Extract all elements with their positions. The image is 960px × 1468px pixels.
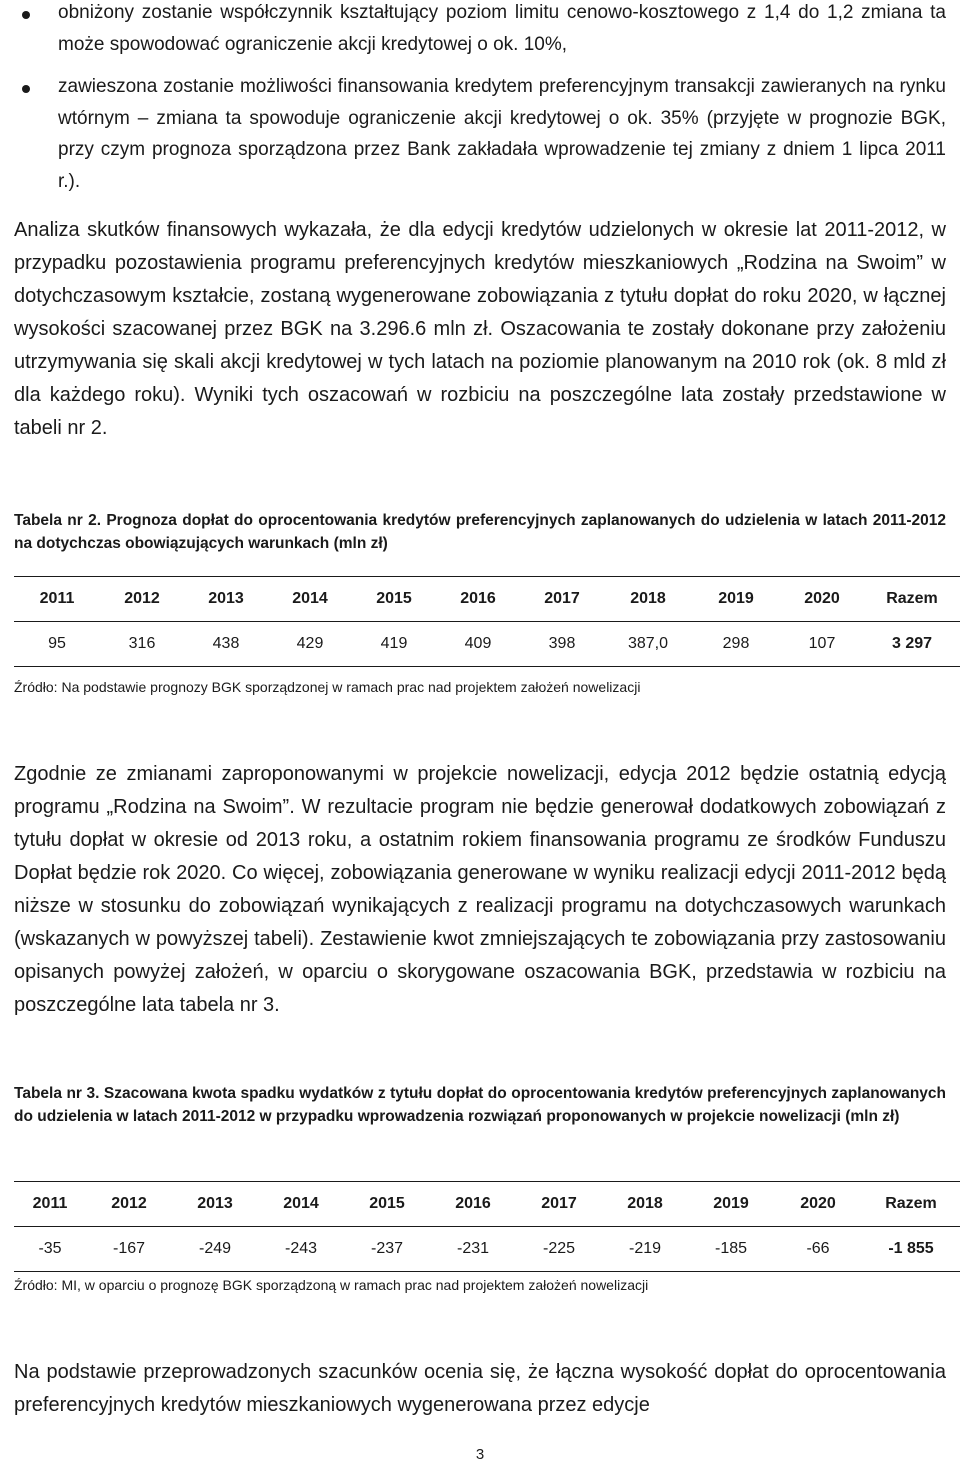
header-cell: 2018 xyxy=(604,577,692,622)
paragraph: Zgodnie ze zmianami zaproponowanymi w projekcie nowelizacji, edycja 2012 będzie ostatnią edycją programu „Rodzina na Swoim”. W rezultacie program nie będzie generował dodatkowych zobowiązań z tytułu dopłat w okresie od 2013 roku, a ostatnim rokiem finansowania programu ze środków Funduszu Dopłat będzie rok 2020. Co więcej, zobowiązania generowane w wyniku realizacji edycji 2011-2012 będą niższe w stosunku do zobowiązań wynikających z realizacji programu na dotychczasowych warunkach (wskazanych w powyższej tabeli). Zestawienie kwot zmniejszających te zobowiązania przy zastosowaniu opisanych powyżej założeń, w oparciu o skorygowane oszacowania BGK, przedstawia w rozbiciu na poszczególne lata tabela nr 3. xyxy=(14,763,946,1016)
value-cell: -243 xyxy=(258,1227,344,1272)
total-cell: 3 297 xyxy=(864,622,960,667)
value-cell: -219 xyxy=(602,1227,688,1272)
value-cell: 398 xyxy=(520,622,604,667)
value-cell: -231 xyxy=(430,1227,516,1272)
value-cell: 429 xyxy=(268,622,352,667)
table-source: Źródło: MI, w oparciu o prognozę BGK sporządzoną w ramach prac nad projektem założeń nowelizacji xyxy=(14,1277,649,1293)
value-cell: -35 xyxy=(14,1227,86,1272)
header-cell: 2013 xyxy=(184,577,268,622)
value-cell: -66 xyxy=(774,1227,862,1272)
value-cell: 387,0 xyxy=(604,622,692,667)
value-cell: 438 xyxy=(184,622,268,667)
value-cell: 298 xyxy=(692,622,780,667)
bullet-item: zawieszona zostanie możliwości finansowania kredytem preferencyjnym transakcji zawieranych na rynku wtórnym – zmiana ta spowoduje ograniczenie akcji kredytowej o ok. 35% (przyjęte w prognozie BGK, przy czym prognoza sporządzona przez Bank zakładała wprowadzenie tej zmiany z dniem 1 lipca 2011 r.). xyxy=(58,76,946,192)
table-source: Źródło: Na podstawie prognozy BGK sporządzonej w ramach prac nad projektem założeń nowelizacji xyxy=(14,679,641,695)
table-row xyxy=(14,1227,960,1272)
header-cell: 2012 xyxy=(86,1182,172,1227)
header-cell: 2016 xyxy=(436,577,520,622)
paragraph: Analiza skutków finansowych wykazała, że dla edycji kredytów udzielonych w okresie lat 2011-2012, w przypadku pozostawienia programu preferencyjnych kredytów mieszkaniowych „Rodzina na Swoim” w dotychczasowym kształcie, zostaną wygenerowane zobowiązania z tytułu dopłat do roku 2020, w łącznej wysokości szacowanej przez BGK na 3.296.6 mln zł. Oszacowania te zostały dokonane przy założeniu utrzymywania się skali akcji kredytowej w tych latach na poziomie planowanym na 2010 rok (ok. 8 mld zł dla każdego roku). Wyniki tych oszacowań w rozbiciu na poszczególne lata zostały przedstawione w tabeli nr 2. xyxy=(14,219,946,439)
table-header-row xyxy=(14,1182,960,1227)
header-cell: Razem xyxy=(862,1182,960,1227)
value-cell: 419 xyxy=(352,622,436,667)
header-cell: 2017 xyxy=(516,1182,602,1227)
header-cell: 2012 xyxy=(100,577,184,622)
header-cell: 2015 xyxy=(352,577,436,622)
bullet-marker xyxy=(22,11,30,19)
header-cell: 2020 xyxy=(780,577,864,622)
bullet-item: obniżony zostanie współczynnik kształtujący poziom limitu cenowo-kosztowego z 1,4 do 1,2 zmiana ta może spowodować ograniczenie akcji kredytowej o ok. 10%, xyxy=(58,2,946,55)
table-caption: Tabela nr 2. Prognoza dopłat do oprocentowania kredytów preferencyjnych zaplanowanych do udzielenia w latach 2011-2012 na dotychczas obowiązujących warunkach (mln zł) xyxy=(14,512,946,552)
table-caption: Tabela nr 3. Szacowana kwota spadku wydatków z tytułu dopłat do oprocentowania kredytów preferencyjnych zaplanowanych do udzielenia w latach 2011-2012 w przypadku wprowadzenia rozwiązań proponowanych w projekcie nowelizacji (mln zł) xyxy=(14,1085,946,1125)
header-cell: 2011 xyxy=(14,577,100,622)
value-cell: -249 xyxy=(172,1227,258,1272)
paragraph: Na podstawie przeprowadzonych szacunków ocenia się, że łączna wysokość dopłat do oprocentowania preferencyjnych kredytów mieszkaniowych wygenerowana przez edycje xyxy=(14,1361,946,1416)
decrease-table xyxy=(14,1181,960,1272)
table-header-row xyxy=(14,577,960,622)
value-cell: -225 xyxy=(516,1227,602,1272)
value-cell: 107 xyxy=(780,622,864,667)
header-cell: 2014 xyxy=(268,577,352,622)
value-cell: -167 xyxy=(86,1227,172,1272)
header-cell: 2011 xyxy=(14,1182,86,1227)
value-cell: -237 xyxy=(344,1227,430,1272)
header-cell: 2017 xyxy=(520,577,604,622)
header-cell: 2014 xyxy=(258,1182,344,1227)
forecast-table xyxy=(14,576,960,667)
total-cell: -1 855 xyxy=(862,1227,960,1272)
bullet-marker xyxy=(22,85,30,93)
value-cell: 95 xyxy=(14,622,100,667)
value-cell: 316 xyxy=(100,622,184,667)
header-cell: 2019 xyxy=(688,1182,774,1227)
header-cell: 2013 xyxy=(172,1182,258,1227)
header-cell: 2019 xyxy=(692,577,780,622)
header-cell: 2015 xyxy=(344,1182,430,1227)
value-cell: 409 xyxy=(436,622,520,667)
header-cell: 2016 xyxy=(430,1182,516,1227)
table-row xyxy=(14,622,960,667)
header-cell: 2018 xyxy=(602,1182,688,1227)
value-cell: -185 xyxy=(688,1227,774,1272)
page-number: 3 xyxy=(475,1446,485,1463)
header-cell: Razem xyxy=(864,577,960,622)
header-cell: 2020 xyxy=(774,1182,862,1227)
